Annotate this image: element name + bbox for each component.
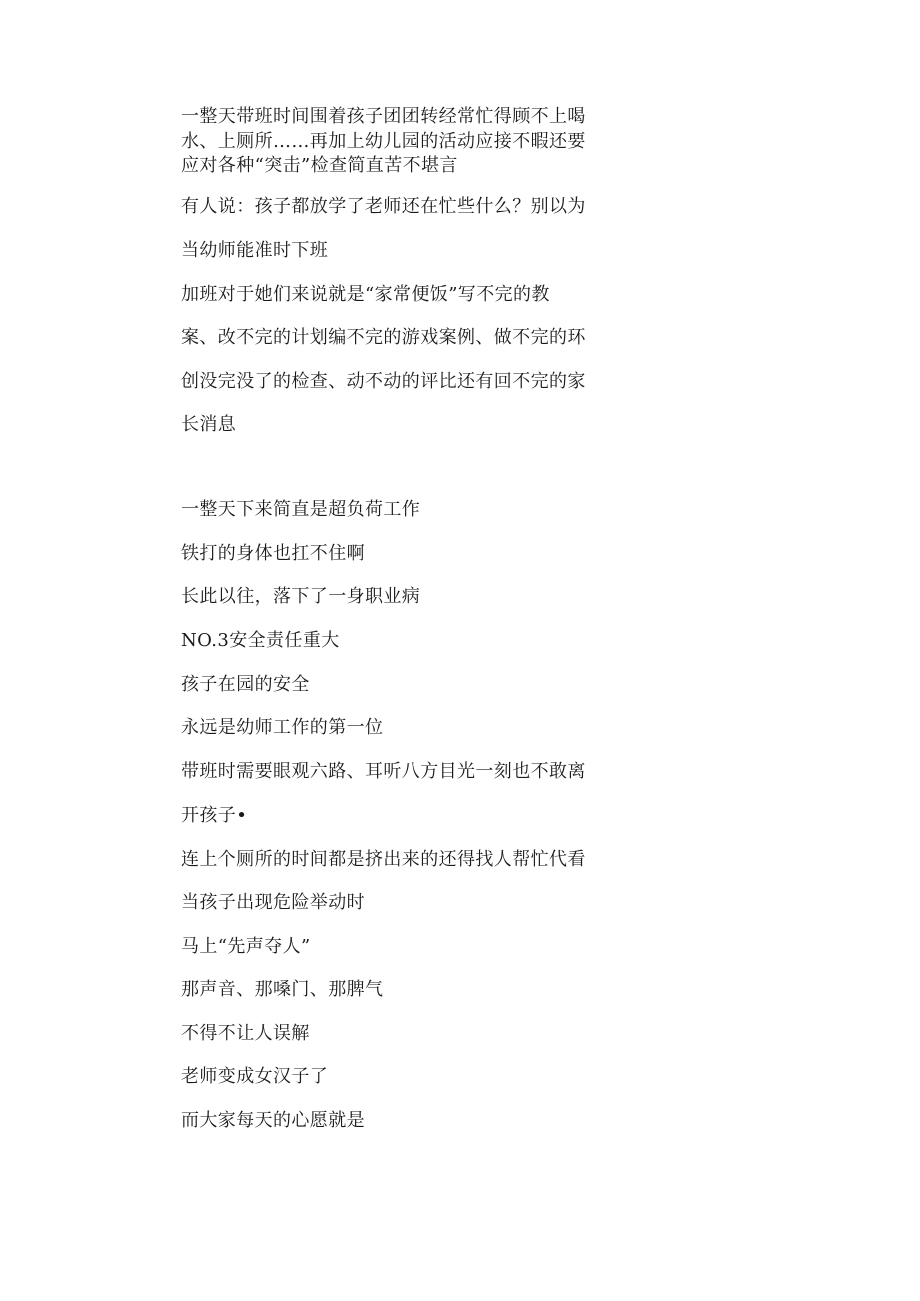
text-line: 老师变成女汉子了: [181, 1066, 329, 1087]
text-line: 铁打的身体也扛不住啊: [181, 543, 365, 564]
text-line: 有人说：孩子都放学了老师还在忙些什么？别以为: [181, 196, 586, 217]
text-line: 永远是幼师工作的第一位: [181, 717, 384, 738]
text-line: 孩子在园的安全: [181, 674, 310, 695]
text-line: 带班时需要眼观六路、耳听八方目光一刻也不敢离: [181, 761, 586, 782]
text-line: 而大家每天的心愿就是: [181, 1110, 365, 1131]
text-line: 应对各种“突击”检查简直苦不堪言: [181, 155, 458, 176]
text-line: 当孩子出现危险举动时: [181, 892, 365, 913]
text-line: 长消息: [181, 414, 237, 435]
text-line: 一整天带班时间围着孩子团团转经常忙得顾不上喝: [181, 106, 586, 127]
text-line: 案、改不完的计划编不完的游戏案例、做不完的环: [181, 327, 586, 348]
text-line: 一整天下来简直是超负荷工作: [181, 499, 421, 520]
text-line: 水、上厕所……再加上幼儿园的活动应接不暇还要: [181, 131, 586, 152]
text-line: 长此以往，落下了一身职业病: [181, 586, 421, 607]
text-line: 加班对于她们来说就是“家常便饭”写不完的教: [181, 284, 550, 305]
text-line: 当幼师能准时下班: [181, 240, 329, 261]
text-line: 连上个厕所的时间都是挤出来的还得找人帮忙代看: [181, 849, 586, 870]
text-line: 马上“先声夺人”: [181, 936, 311, 957]
text-line: 创没完没了的检查、动不动的评比还有回不完的家: [181, 371, 586, 392]
section-heading: NO.3安全责任重大: [181, 630, 340, 651]
text-line: 不得不让人误解: [181, 1023, 310, 1044]
text-line: 开孩子•: [181, 805, 248, 826]
text-line: 那声音、那嗓门、那脾气: [181, 979, 384, 1000]
